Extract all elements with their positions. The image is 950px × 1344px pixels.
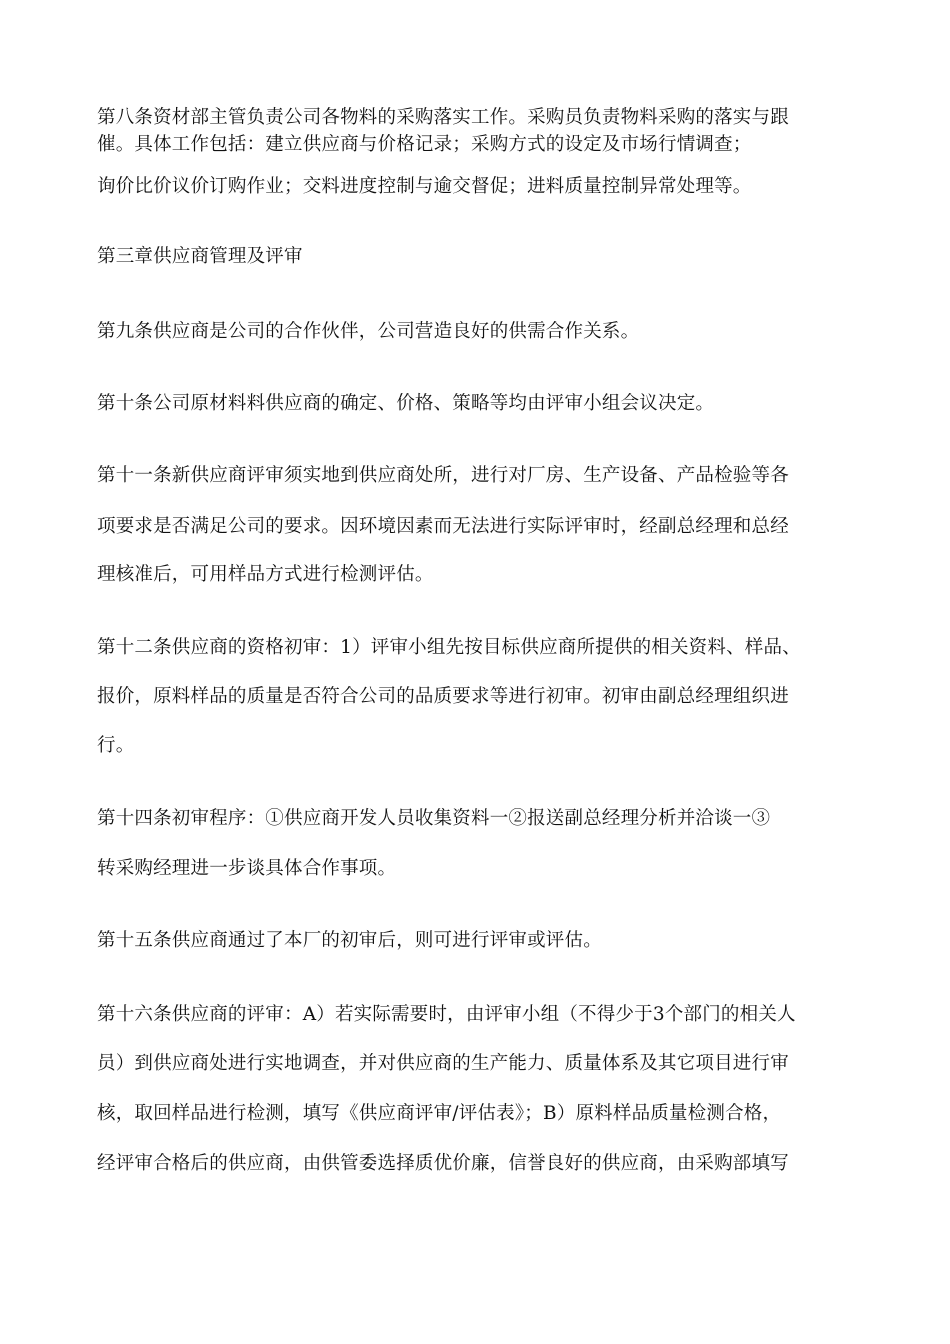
text-line: 催。具体工作包括：建立供应商与价格记录；采购方式的设定及市场行情调查； [97,134,752,155]
text-line: 第十六条供应商的评审：A）若实际需要时，由评审小组（不得少于3个部门的相关人 [97,1004,796,1025]
text-line: 第十五条供应商通过了本厂的初审后，则可进行评审或评估。 [97,930,602,951]
text-line: 第九条供应商是公司的合作伙伴，公司营造良好的供需合作关系。 [97,321,640,342]
text-line: 第十二条供应商的资格初审：1）评审小组先按目标供应商所提供的相关资料、样品、 [97,637,801,658]
text-line: 行。 [97,735,135,756]
text-line: 第十条公司原材料料供应商的确定、价格、策略等均由评审小组会议决定。 [97,393,715,414]
text-line: 转采购经理进一步谈具体合作事项。 [97,858,397,879]
text-line: 第十四条初审程序：①供应商开发人员收集资料一②报送副总经理分析并洽谈一③ [97,808,771,829]
text-line: 员）到供应商处进行实地调查，并对供应商的生产能力、质量体系及其它项目进行审 [97,1053,789,1074]
text-line: 第十一条新供应商评审须实地到供应商处所，进行对厂房、生产设备、产品检验等各 [97,465,789,486]
text-line: 询价比价议价订购作业；交料进度控制与逾交督促；进料质量控制异常处理等。 [97,176,752,197]
text-line: 项要求是否满足公司的要求。因环境因素而无法进行实际评审时，经副总经理和总经 [97,516,789,537]
text-line: 报价，原料样品的质量是否符合公司的品质要求等进行初审。初审由副总经理组织进 [97,686,789,707]
chapter-heading: 第三章供应商管理及评审 [97,246,303,267]
text-line: 理核准后，可用样品方式进行检测评估。 [97,564,434,585]
text-line: 第八条资材部主管负责公司各物料的采购落实工作。采购员负责物料采购的落实与跟 [97,107,789,128]
text-line: 核，取回样品进行检测，填写《供应商评审/评估表》；B）原料样品质量检测合格， [97,1103,782,1124]
text-line: 经评审合格后的供应商，由供管委选择质优价廉，信誉良好的供应商，由采购部填写 [97,1153,789,1174]
